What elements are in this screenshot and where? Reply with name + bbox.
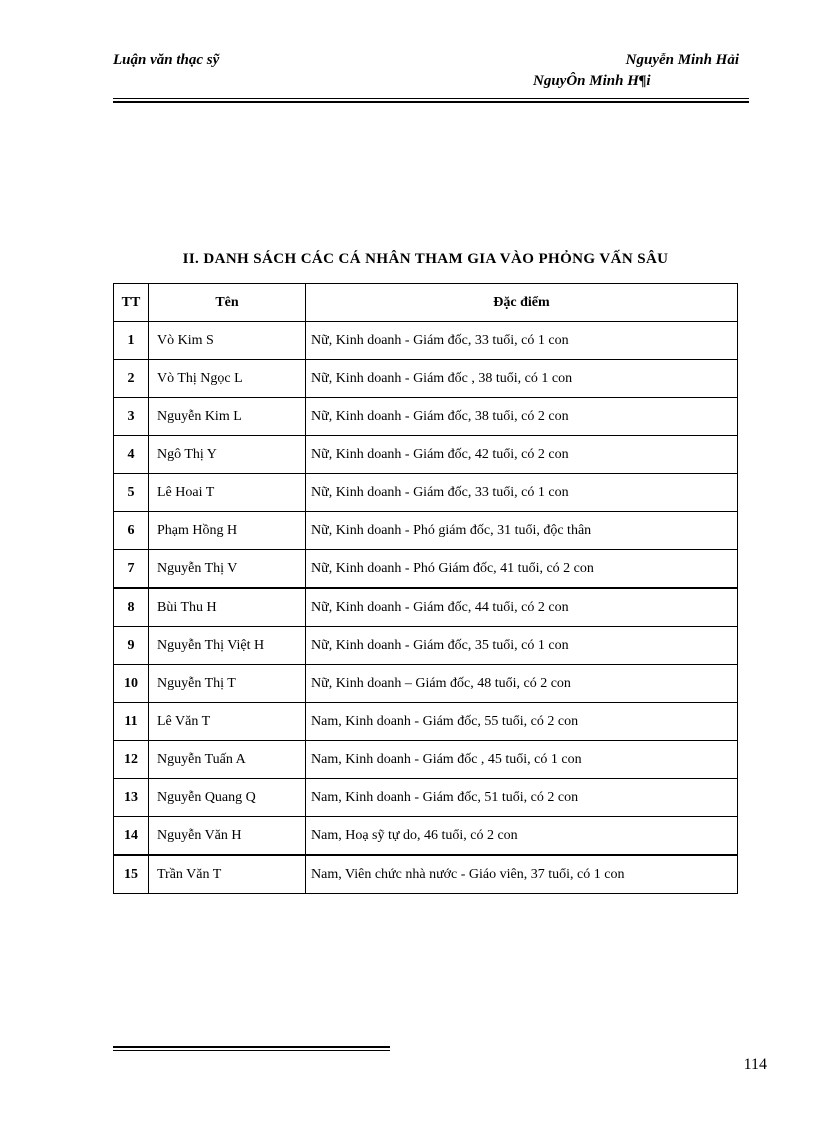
- footer-rule-thin: [113, 1050, 390, 1051]
- row-name: Bùi Thu H: [149, 588, 306, 627]
- participants-table: [113, 283, 738, 894]
- row-number: 14: [114, 817, 149, 856]
- row-characteristics: Nữ, Kinh doanh - Giám đốc, 38 tuổi, có 2 con: [306, 398, 738, 436]
- table-row: [114, 741, 738, 779]
- row-name: Nguyễn Kim L: [149, 398, 306, 436]
- row-number: 15: [114, 855, 149, 894]
- table-row: [114, 360, 738, 398]
- table-row: [114, 779, 738, 817]
- row-characteristics: Nữ, Kinh doanh - Giám đốc , 38 tuổi, có 1 con: [306, 360, 738, 398]
- row-characteristics: Nữ, Kinh doanh - Giám đốc, 42 tuổi, có 2 con: [306, 436, 738, 474]
- row-characteristics: Nữ, Kinh doanh - Giám đốc, 35 tuổi, có 1 con: [306, 627, 738, 665]
- row-characteristics: Nữ, Kinh doanh - Phó giám đốc, 31 tuổi, độc thân: [306, 512, 738, 550]
- row-name: Nguyễn Quang Q: [149, 779, 306, 817]
- header-cell-characteristics: Đặc điểm: [306, 284, 738, 322]
- row-name: Nguyễn Thị Việt H: [149, 627, 306, 665]
- row-name: Nguyễn Tuấn A: [149, 741, 306, 779]
- row-characteristics: Nam, Hoạ sỹ tự do, 46 tuổi, có 2 con: [306, 817, 738, 856]
- table-row: [114, 474, 738, 512]
- row-number: 9: [114, 627, 149, 665]
- row-name: Nguyễn Thị T: [149, 665, 306, 703]
- row-number: 2: [114, 360, 149, 398]
- header-cell-tt: TT: [114, 284, 149, 322]
- row-number: 7: [114, 550, 149, 589]
- section-title: II. DANH SÁCH CÁC CÁ NHÂN THAM GIA VÀO PHỎNG VẤN SÂU: [182, 251, 669, 267]
- row-characteristics: Nữ, Kinh doanh – Giám đốc, 48 tuổi, có 2 con: [306, 665, 738, 703]
- row-number: 8: [114, 588, 149, 627]
- header-rule-thin: [113, 98, 749, 99]
- row-characteristics: Nữ, Kinh doanh - Giám đốc, 44 tuổi, có 2 con: [306, 588, 738, 627]
- header-left-text: Luận văn thạc sỹ: [113, 52, 220, 68]
- header-right-text-garbled: NguyÔn Minh H¶i: [533, 73, 651, 89]
- row-number: 4: [114, 436, 149, 474]
- table-row: [114, 703, 738, 741]
- table-header-row: [114, 284, 738, 322]
- row-characteristics: Nam, Kinh doanh - Giám đốc, 51 tuổi, có 2 con: [306, 779, 738, 817]
- table-row: [114, 855, 738, 894]
- table-row: [114, 588, 738, 627]
- row-name: Phạm Hồng H: [149, 512, 306, 550]
- table-row: [114, 512, 738, 550]
- row-number: 6: [114, 512, 149, 550]
- row-number: 3: [114, 398, 149, 436]
- row-name: Nguyễn Văn H: [149, 817, 306, 856]
- row-characteristics: Nữ, Kinh doanh - Giám đốc, 33 tuổi, có 1 con: [306, 322, 738, 360]
- table-row: [114, 817, 738, 856]
- page-number: 114: [743, 1056, 767, 1073]
- footer-rule-thick: [113, 1046, 390, 1048]
- header-right-text: Nguyễn Minh Hải: [625, 52, 739, 68]
- table-row: [114, 322, 738, 360]
- row-name: Nguyễn Thị V: [149, 550, 306, 589]
- row-number: 12: [114, 741, 149, 779]
- row-characteristics: Nữ, Kinh doanh - Phó Giám đốc, 41 tuổi, có 2 con: [306, 550, 738, 589]
- row-characteristics: Nam, Kinh doanh - Giám đốc , 45 tuổi, có 1 con: [306, 741, 738, 779]
- table-row: [114, 398, 738, 436]
- row-name: Trần Văn T: [149, 855, 306, 894]
- row-number: 13: [114, 779, 149, 817]
- row-number: 1: [114, 322, 149, 360]
- row-number: 10: [114, 665, 149, 703]
- table-row: [114, 665, 738, 703]
- row-name: Vò Kim S: [149, 322, 306, 360]
- row-name: Lê Hoai T: [149, 474, 306, 512]
- table-row: [114, 627, 738, 665]
- row-name: Vò Thị Ngọc L: [149, 360, 306, 398]
- row-name: Ngô Thị Y: [149, 436, 306, 474]
- header-cell-name: Tên: [149, 284, 306, 322]
- row-name: Lê Văn T: [149, 703, 306, 741]
- row-number: 5: [114, 474, 149, 512]
- header-rule-thick: [113, 101, 749, 103]
- table-body: [114, 322, 738, 894]
- row-characteristics: Nữ, Kinh doanh - Giám đốc, 33 tuổi, có 1 con: [306, 474, 738, 512]
- table-row: [114, 550, 738, 589]
- row-characteristics: Nam, Kinh doanh - Giám đốc, 55 tuổi, có 2 con: [306, 703, 738, 741]
- row-characteristics: Nam, Viên chức nhà nước - Giáo viên, 37 tuổi, có 1 con: [306, 855, 738, 894]
- row-number: 11: [114, 703, 149, 741]
- table-row: [114, 436, 738, 474]
